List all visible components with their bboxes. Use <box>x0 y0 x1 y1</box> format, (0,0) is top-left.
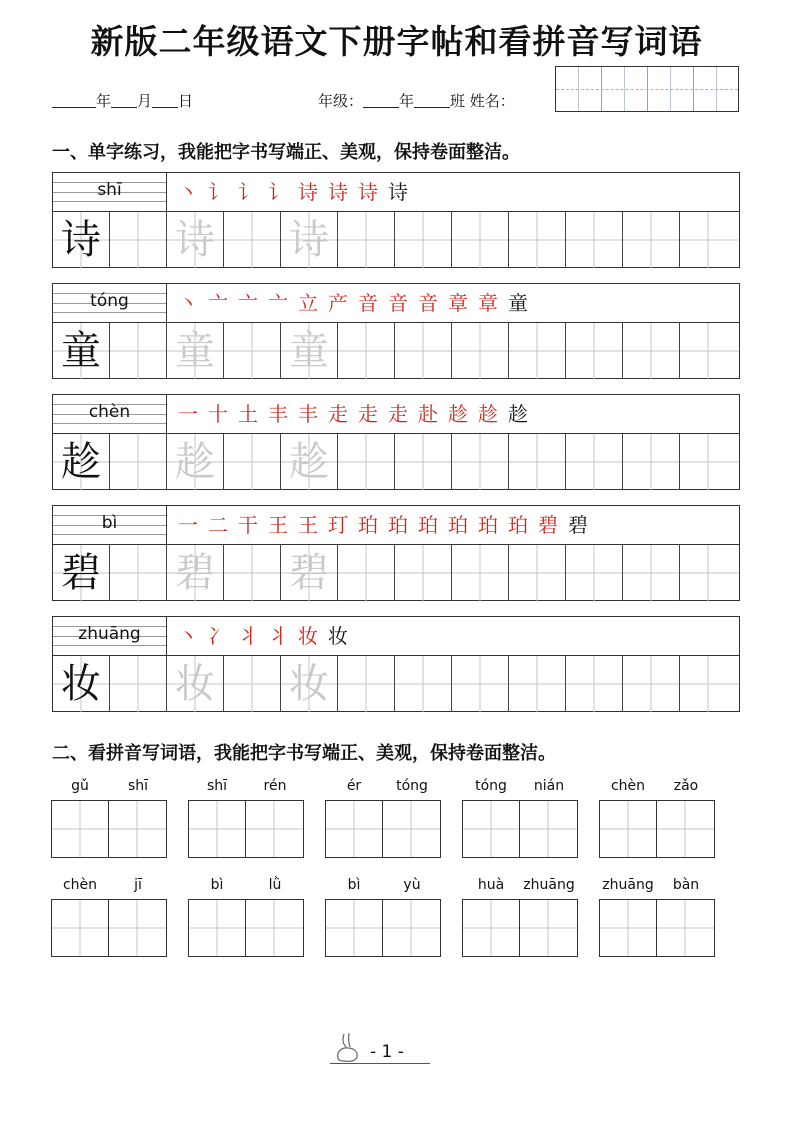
word-pinyin: ér <box>346 778 362 794</box>
stroke-step: 走 <box>358 402 378 426</box>
stroke-order <box>173 398 533 430</box>
writing-cell[interactable] <box>224 323 281 379</box>
word-writing-cell[interactable] <box>52 900 109 956</box>
trace-character: 妆 <box>289 661 329 707</box>
writing-cell[interactable] <box>110 656 167 712</box>
writing-grid-row <box>53 322 739 379</box>
word-writing-cell[interactable] <box>383 801 440 857</box>
stroke-step: 讠 <box>238 180 258 204</box>
word-pinyin: nián <box>533 778 565 794</box>
stroke-step: 趁 <box>508 402 528 426</box>
day-label: 日 <box>178 92 194 110</box>
writing-cell[interactable] <box>338 434 395 490</box>
writing-cell[interactable] <box>110 545 167 601</box>
stroke-step: 一 <box>178 513 198 537</box>
word-pinyin: yù <box>403 877 421 893</box>
stroke-order <box>173 509 593 541</box>
word-pinyin: shī <box>206 778 228 794</box>
writing-cell[interactable] <box>110 323 167 379</box>
word-pinyin: bàn <box>672 877 700 893</box>
char-block <box>52 283 740 379</box>
stroke-order <box>173 287 533 319</box>
stroke-step: 丬 <box>268 624 288 648</box>
word-pinyin: chèn <box>62 877 98 893</box>
grade-year-label: 年 <box>399 92 415 110</box>
char-block <box>52 172 740 268</box>
word-writing-cell[interactable] <box>326 900 383 956</box>
stroke-step: 珀 <box>358 513 378 537</box>
word-writing-cell[interactable] <box>326 801 383 857</box>
writing-cell[interactable] <box>623 434 680 490</box>
stroke-order <box>173 176 413 208</box>
stroke-step: 诗 <box>388 180 408 204</box>
model-character: 诗 <box>61 217 101 263</box>
writing-cell[interactable] <box>566 656 623 712</box>
writing-cell[interactable] <box>338 545 395 601</box>
rabbit-icon <box>330 1030 364 1064</box>
word-pinyin: tóng <box>475 778 507 794</box>
stroke-step: 玎 <box>328 513 348 537</box>
writing-cell[interactable] <box>509 323 566 379</box>
word-writing-cell[interactable] <box>189 900 246 956</box>
page-footer <box>330 1030 430 1070</box>
word-pinyin: bì <box>210 877 224 893</box>
writing-cell[interactable] <box>680 212 739 268</box>
word-writing-cell[interactable] <box>246 900 303 956</box>
page-title: 新版二年级语文下册字帖和看拼音写词语 <box>90 22 703 61</box>
model-character: 妆 <box>61 661 101 707</box>
writing-cell[interactable] <box>566 212 623 268</box>
writing-cell[interactable] <box>566 545 623 601</box>
trace-character: 诗 <box>289 217 329 263</box>
word-pinyin: shī <box>127 778 149 794</box>
class-blank[interactable] <box>414 93 450 108</box>
year-blank[interactable] <box>52 93 96 108</box>
writing-cell[interactable] <box>167 212 224 268</box>
char-block <box>52 394 740 490</box>
stroke-step: 碧 <box>538 513 558 537</box>
trace-character: 童 <box>175 328 215 374</box>
stroke-step: 趁 <box>478 402 498 426</box>
word-pinyin: zhuāng <box>602 877 654 893</box>
word-writing-cell[interactable] <box>520 900 577 956</box>
writing-cell[interactable] <box>623 212 680 268</box>
year-label: 年 <box>96 92 112 110</box>
stroke-step: 妆 <box>298 624 318 648</box>
writing-cell[interactable] <box>509 656 566 712</box>
writing-cell[interactable] <box>53 212 110 268</box>
writing-cell[interactable] <box>395 434 452 490</box>
pinyin-text: chèn <box>88 402 131 422</box>
model-character: 碧 <box>61 550 101 596</box>
date-line <box>52 90 193 111</box>
section1-title: 一、单字练习，我能把字书写端正、美观，保持卷面整洁。 <box>52 142 520 163</box>
page-number: - 1 - <box>370 1042 404 1062</box>
pinyin-cell <box>53 395 167 433</box>
stroke-step: 珀 <box>388 513 408 537</box>
stroke-step: 走 <box>328 402 348 426</box>
writing-cell[interactable] <box>680 434 739 490</box>
pinyin-text: shī <box>97 180 122 200</box>
stroke-step: 章 <box>478 291 498 315</box>
word-writing-cell[interactable] <box>463 801 520 857</box>
writing-cell[interactable] <box>167 434 224 490</box>
grade-blank[interactable] <box>363 93 399 108</box>
pinyin-cell <box>53 173 167 211</box>
writing-cell[interactable] <box>452 212 509 268</box>
word-pinyin: lǜ <box>268 877 282 893</box>
writing-cell[interactable] <box>680 656 739 712</box>
stroke-step: 立 <box>298 291 318 315</box>
model-character: 童 <box>61 328 101 374</box>
writing-cell[interactable] <box>281 434 338 490</box>
writing-grid-row <box>53 655 739 712</box>
stroke-step: 丶 <box>178 180 198 204</box>
stroke-step: 讠 <box>268 180 288 204</box>
stroke-step: 产 <box>328 291 348 315</box>
trace-character: 趁 <box>289 439 329 485</box>
stroke-step: 亠 <box>208 291 228 315</box>
stroke-step: 赴 <box>418 402 438 426</box>
writing-cell[interactable] <box>167 656 224 712</box>
pinyin-text: bì <box>101 513 118 533</box>
writing-cell[interactable] <box>395 545 452 601</box>
stroke-step: 亠 <box>268 291 288 315</box>
pinyin-cell <box>53 506 167 544</box>
writing-cell[interactable] <box>452 656 509 712</box>
stroke-step: 土 <box>238 402 258 426</box>
stroke-step: 诗 <box>358 180 378 204</box>
writing-cell[interactable] <box>281 323 338 379</box>
stroke-step: 丶 <box>178 624 198 648</box>
stroke-step: 干 <box>238 513 258 537</box>
grade-line <box>318 90 515 111</box>
stroke-step: 音 <box>388 291 408 315</box>
grade-label: 年级： <box>318 92 364 110</box>
month-label: 月 <box>137 92 153 110</box>
trace-character: 趁 <box>175 439 215 485</box>
word-pinyin: tóng <box>396 778 428 794</box>
stroke-step: 音 <box>358 291 378 315</box>
name-writing-box[interactable] <box>555 66 739 112</box>
stroke-step: 珀 <box>418 513 438 537</box>
writing-cell[interactable] <box>509 212 566 268</box>
stroke-step: 趁 <box>448 402 468 426</box>
writing-cell[interactable] <box>167 545 224 601</box>
stroke-step: 冫 <box>208 624 228 648</box>
pinyin-cell <box>53 284 167 322</box>
word-writing-cell[interactable] <box>52 801 109 857</box>
writing-cell[interactable] <box>566 323 623 379</box>
pinyin-text: zhuāng <box>78 624 141 644</box>
writing-cell[interactable] <box>395 323 452 379</box>
writing-cell[interactable] <box>224 656 281 712</box>
writing-cell[interactable] <box>509 434 566 490</box>
stroke-step: 丰 <box>268 402 288 426</box>
writing-cell[interactable] <box>53 545 110 601</box>
writing-cell[interactable] <box>224 545 281 601</box>
writing-cell[interactable] <box>110 434 167 490</box>
stroke-step: 讠 <box>208 180 228 204</box>
writing-grid-row <box>53 211 739 268</box>
stroke-step: 丶 <box>178 291 198 315</box>
writing-cell[interactable] <box>395 212 452 268</box>
model-character: 趁 <box>61 439 101 485</box>
writing-cell[interactable] <box>53 323 110 379</box>
stroke-step: 走 <box>388 402 408 426</box>
word-pinyin: gǔ <box>71 778 89 794</box>
char-block <box>52 616 740 712</box>
stroke-step: 丰 <box>298 402 318 426</box>
word-writing-cell[interactable] <box>246 801 303 857</box>
writing-cell[interactable] <box>395 656 452 712</box>
writing-cell[interactable] <box>281 212 338 268</box>
writing-cell[interactable] <box>680 545 739 601</box>
stroke-step: 亠 <box>238 291 258 315</box>
writing-cell[interactable] <box>452 323 509 379</box>
day-blank[interactable] <box>152 93 178 108</box>
trace-character: 童 <box>289 328 329 374</box>
trace-character: 诗 <box>175 217 215 263</box>
word-writing-cell[interactable] <box>383 900 440 956</box>
writing-cell[interactable] <box>281 656 338 712</box>
writing-cell[interactable] <box>566 434 623 490</box>
stroke-step: 章 <box>448 291 468 315</box>
word-pinyin: zǎo <box>673 778 699 794</box>
trace-character: 碧 <box>289 550 329 596</box>
pinyin-cell <box>53 617 167 655</box>
writing-cell[interactable] <box>452 434 509 490</box>
stroke-step: 二 <box>208 513 228 537</box>
stroke-step: 珀 <box>508 513 528 537</box>
stroke-step: 碧 <box>568 513 588 537</box>
writing-cell[interactable] <box>224 212 281 268</box>
writing-grid-row <box>53 544 739 601</box>
writing-cell[interactable] <box>224 434 281 490</box>
word-pinyin: chèn <box>610 778 646 794</box>
class-name-label: 班 姓名： <box>450 92 515 110</box>
stroke-order <box>173 620 353 652</box>
stroke-step: 一 <box>178 402 198 426</box>
word-writing-cell[interactable] <box>600 900 657 956</box>
stroke-step: 音 <box>418 291 438 315</box>
stroke-step: 珀 <box>448 513 468 537</box>
writing-cell[interactable] <box>623 323 680 379</box>
word-writing-cell[interactable] <box>657 801 714 857</box>
writing-cell[interactable] <box>338 656 395 712</box>
writing-cell[interactable] <box>53 656 110 712</box>
word-writing-cell[interactable] <box>600 801 657 857</box>
writing-cell[interactable] <box>623 545 680 601</box>
word-writing-cell[interactable] <box>463 900 520 956</box>
word-pinyin: jī <box>134 877 142 893</box>
char-block <box>52 505 740 601</box>
stroke-step: 妆 <box>328 624 348 648</box>
writing-cell[interactable] <box>452 545 509 601</box>
stroke-step: 王 <box>298 513 318 537</box>
trace-character: 碧 <box>175 550 215 596</box>
stroke-step: 珀 <box>478 513 498 537</box>
stroke-step: 诗 <box>298 180 318 204</box>
writing-cell[interactable] <box>680 323 739 379</box>
word-pinyin: zhuāng <box>523 877 575 893</box>
stroke-step: 十 <box>208 402 228 426</box>
writing-cell[interactable] <box>281 545 338 601</box>
writing-cell[interactable] <box>509 545 566 601</box>
writing-cell[interactable] <box>53 434 110 490</box>
writing-cell[interactable] <box>338 323 395 379</box>
writing-cell[interactable] <box>623 656 680 712</box>
word-pinyin: huà <box>477 877 505 893</box>
stroke-step: 童 <box>508 291 528 315</box>
writing-cell[interactable] <box>338 212 395 268</box>
word-pinyin: rén <box>263 778 287 794</box>
stroke-step: 王 <box>268 513 288 537</box>
word-writing-cell[interactable] <box>109 801 166 857</box>
word-writing-cell[interactable] <box>520 801 577 857</box>
writing-grid-row <box>53 433 739 490</box>
word-writing-cell[interactable] <box>657 900 714 956</box>
writing-cell[interactable] <box>167 323 224 379</box>
word-writing-cell[interactable] <box>189 801 246 857</box>
stroke-step: 丬 <box>238 624 258 648</box>
trace-character: 妆 <box>175 661 215 707</box>
section2-title: 二、看拼音写词语，我能把字书写端正、美观，保持卷面整洁。 <box>52 743 556 764</box>
word-writing-cell[interactable] <box>109 900 166 956</box>
pinyin-text: tóng <box>90 291 129 311</box>
word-pinyin: bì <box>347 877 361 893</box>
month-blank[interactable] <box>111 93 137 108</box>
writing-cell[interactable] <box>110 212 167 268</box>
stroke-step: 诗 <box>328 180 348 204</box>
